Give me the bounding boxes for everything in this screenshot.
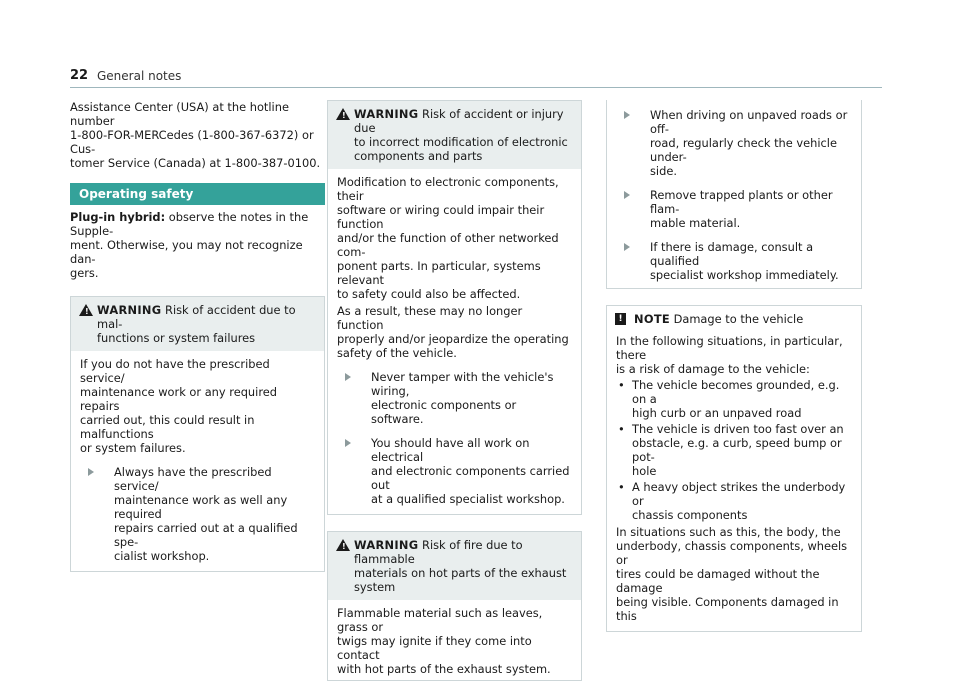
note-heading: NOTE Damage to the vehicle <box>634 312 804 326</box>
warning-box-malfunctions <box>70 296 325 572</box>
arrow-bullet-icon <box>345 373 357 381</box>
warning-box-modification <box>327 100 582 515</box>
note-intro: In the following situations, in particular, there is a risk of damage to the vehicle: <box>616 334 843 376</box>
warning-body-1: Modification to electronic components, their software or wiring could impair their function and/or the function of other networked com- ponent parts. In particular, systems relevant to safety could also be affected. <box>337 175 559 301</box>
list-item: • A heavy object strikes the underbody or chassis components <box>618 480 846 522</box>
warning-triangle-icon: ! <box>336 108 354 122</box>
arrow-bullet-icon <box>345 439 357 447</box>
list-item: • The vehicle is driven too fast over an obstacle, e.g. a curb, speed bump or pot- hole <box>618 422 844 478</box>
warning-triangle-icon: ! <box>336 539 354 553</box>
column-2 <box>327 100 582 681</box>
note-exclamation-icon: ! <box>615 313 626 325</box>
instruction-step: Always have the prescribed service/ maintenance work as well any required repairs carried out at a qualified spe- cialist workshop. <box>80 465 315 563</box>
note-box-damage <box>606 305 862 632</box>
warning-box-fire <box>327 531 582 681</box>
warning-triangle-icon: ! <box>79 304 97 318</box>
instruction-step: If there is damage, consult a qualified specialist workshop immediately. <box>616 240 852 282</box>
note-outro: In situations such as this, the body, the underbody, chassis components, wheels or tires could be damaged without the damage being visible. Components damaged in this <box>616 525 848 623</box>
section-title: Operating safety <box>70 183 325 205</box>
warning-body: Flammable material such as leaves, grass or twigs may ignite if they come into contact with hot parts of the exhaust system. <box>337 606 551 676</box>
warning-heading: WARNING Risk of accident or injury due to incorrect modification of electronic components and parts <box>354 107 568 163</box>
intro-paragraph: Assistance Center (USA) at the hotline number 1-800-FOR-MERCedes (1-800-367-6372) or Cus- tomer Service (Canada) at 1-800-387-0100. <box>70 100 321 170</box>
header-divider <box>70 87 882 88</box>
header-title: General notes <box>97 69 182 83</box>
column-1 <box>70 100 325 572</box>
warning-body-2: As a result, these may no longer function properly and/or jeopardize the operating safety of the vehicle. <box>337 304 569 360</box>
instruction-step: When driving on unpaved roads or off- road, regularly check the vehicle under- side. <box>616 108 852 178</box>
plugin-hybrid-paragraph: Plug-in hybrid: observe the notes in the Supple- ment. Otherwise, you may not recognize dan- gers. <box>70 210 309 280</box>
list-item: • The vehicle becomes grounded, e.g. on a high curb or an unpaved road <box>618 378 840 420</box>
continued-steps <box>606 100 862 289</box>
page-number: 22 <box>70 68 89 83</box>
arrow-bullet-icon <box>624 243 636 251</box>
instruction-step: You should have all work on electrical and electronic components carried out at a qualified specialist workshop. <box>337 436 572 506</box>
instruction-step: Never tamper with the vehicle's wiring, electronic components or software. <box>337 370 572 426</box>
warning-body: If you do not have the prescribed service/ maintenance work or any required repairs carried out, this could result in malfunctions or system failures. <box>80 357 277 455</box>
warning-heading: WARNING Risk of fire due to flammable materials on hot parts of the exhaust system <box>354 538 567 594</box>
column-3 <box>606 100 862 632</box>
warning-heading: WARNING Risk of accident due to mal- functions or system failures <box>97 303 296 345</box>
arrow-bullet-icon <box>624 191 636 199</box>
instruction-step: Remove trapped plants or other flam- mable material. <box>616 188 852 230</box>
arrow-bullet-icon <box>88 468 100 476</box>
arrow-bullet-icon <box>624 111 636 119</box>
